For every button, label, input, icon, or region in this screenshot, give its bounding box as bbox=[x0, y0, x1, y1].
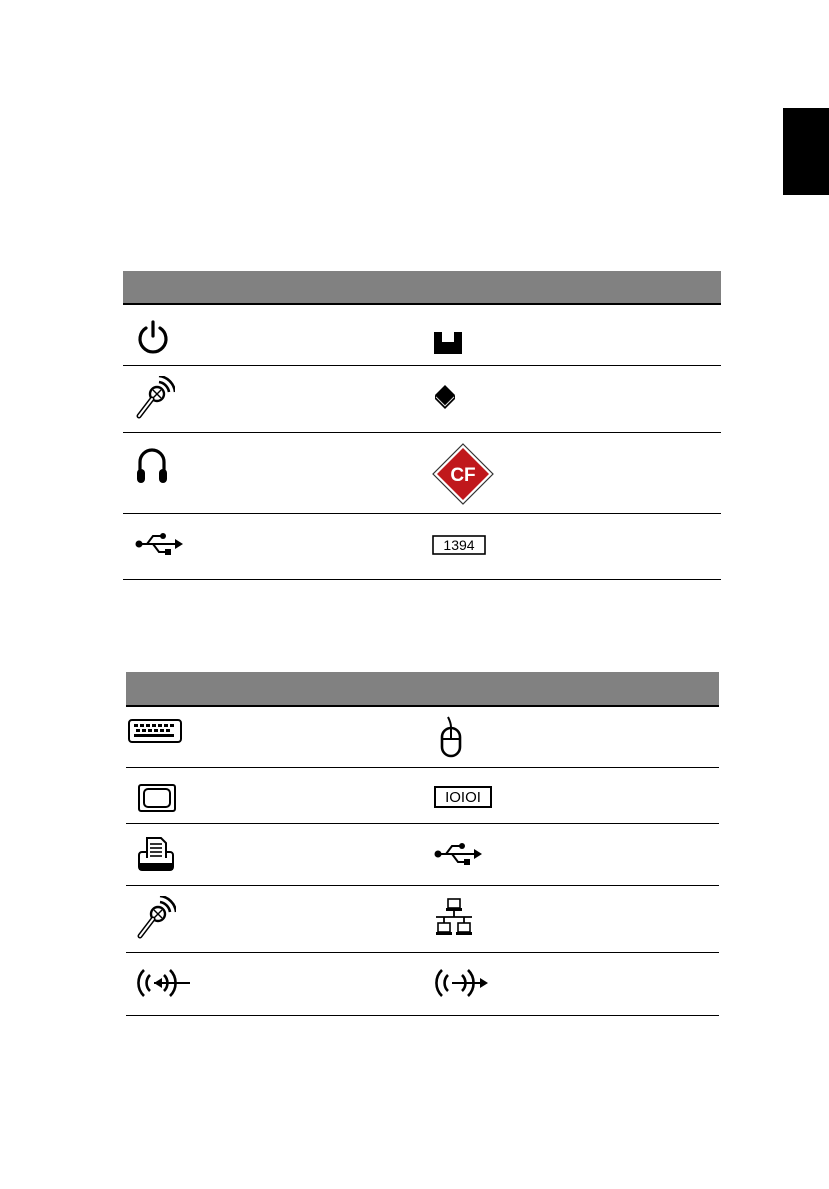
compactflash-icon bbox=[432, 443, 494, 505]
table-header bbox=[123, 271, 721, 303]
printer-icon bbox=[138, 836, 174, 872]
network-icon bbox=[434, 898, 474, 940]
serial-port-icon bbox=[434, 786, 492, 808]
mouse-icon bbox=[440, 715, 462, 759]
headphones-icon bbox=[135, 445, 169, 485]
microphone-icon bbox=[135, 376, 175, 422]
table-row bbox=[123, 366, 721, 433]
section-tab-marker bbox=[783, 108, 829, 195]
usb-icon bbox=[434, 842, 482, 866]
microphone-icon bbox=[136, 896, 176, 942]
table-row bbox=[126, 768, 719, 824]
ieee1394-icon bbox=[432, 535, 486, 555]
usb-icon bbox=[135, 532, 183, 556]
svg-text:CF: CF bbox=[450, 465, 476, 486]
table-row bbox=[123, 514, 721, 580]
table-row bbox=[126, 886, 719, 953]
table-row bbox=[123, 305, 721, 366]
floppy-drive-icon bbox=[432, 332, 464, 354]
line-out-icon bbox=[432, 966, 488, 1000]
table-row bbox=[126, 824, 719, 886]
table-header bbox=[126, 672, 719, 705]
table-row bbox=[126, 707, 719, 768]
memory-card-icon bbox=[434, 384, 456, 412]
rear-panel-table bbox=[126, 672, 719, 1016]
front-panel-table bbox=[123, 271, 721, 580]
monitor-icon bbox=[138, 784, 176, 812]
svg-text:IOIOI: IOIOI bbox=[445, 789, 481, 806]
table-row bbox=[126, 953, 719, 1016]
table-row bbox=[123, 433, 721, 514]
svg-text:1394: 1394 bbox=[443, 537, 475, 553]
line-in-icon bbox=[134, 966, 190, 1000]
keyboard-icon bbox=[128, 719, 182, 743]
power-icon bbox=[135, 319, 171, 355]
